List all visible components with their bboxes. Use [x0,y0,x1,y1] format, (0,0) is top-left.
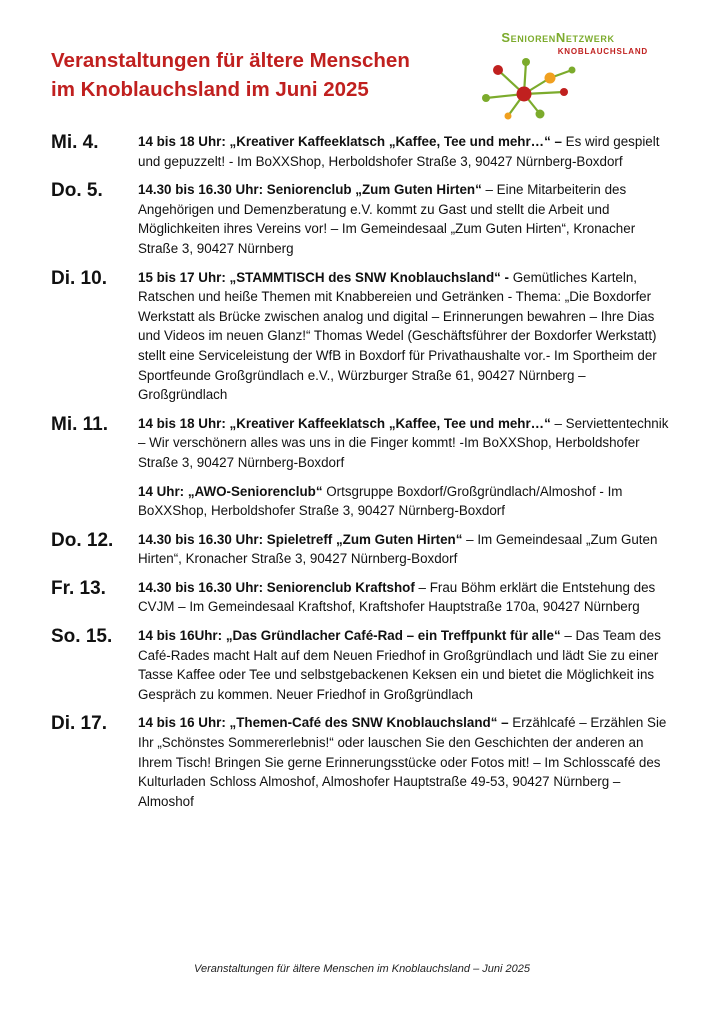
event-entry [138,482,671,521]
page-footer: Veranstaltungen für ältere Menschen im Knoblauchsland – Juni 2025 [194,963,530,975]
event-description: – Das Team des Café-Rades macht Halt auf dem Neuen Friedhof in Großgründlach und lädt Sie zu einer Tasse Kaffee oder Tee und selbstgebackenen Keksen ein und bietet die Möglichkeit ins Gespräch zu kommen. Neuer Friedhof in Großgründlach [138,628,661,702]
page-title-line-2: im Knoblauchsland im Juni 2025 [51,78,369,101]
event-row [51,180,671,258]
event-details [138,268,671,405]
event-date: Do. 5. [51,180,103,202]
event-date: Do. 12. [51,529,114,551]
event-list [51,132,671,820]
network-molecule-logo-icon [468,52,608,130]
event-entry [138,578,671,617]
event-row [51,713,671,811]
event-description: Gemütliches Karteln, Ratschen und heiße Themen mit Knabbereien und Getränken - Thema: „Die Boxdorfer Werkstatt als Brücke zwischen analog und digital – Erinnerungen bewahren – Ihre Dias und Videos im neuen Glanz!“ Thomas Wedel (Geschäftsführer der Boxdorfer Werkstatt) stellt eine Serviceleistung der WfB in Boxdorf für Privathaushalte vor.- Im Sportheim der Sportfeunde Großgründlach e.V., Würzburger Straße 61, 90427 Nürnberg – Großgründlach [138,269,657,403]
event-entry [138,626,671,704]
event-details [138,713,671,811]
event-description: Ortsgruppe Boxdorf/Großgründlach/Almoshof - Im BoXXShop, Herboldshofer Straße 3, 90427 Nürnberg-Boxdorf [138,483,623,519]
event-row [51,132,671,171]
event-time-title: 14.30 bis 16.30 Uhr: Seniorenclub „Zum Guten Hirten“ [138,182,482,198]
event-date: Mi. 11. [51,413,109,435]
event-description: – Serviettentechnik – Wir verschönern alles was uns in die Finger kommt! -Im BoXXShop, Herboldshofer Straße 3, 90427 Nürnberg-Boxdorf [138,415,669,470]
event-row [51,530,671,569]
event-time-title: 14 bis 16Uhr: „Das Gründlacher Café-Rad – ein Treffpunkt für alle“ [138,628,561,644]
page-title [51,46,410,104]
event-details [138,530,671,569]
event-entry [138,268,671,405]
event-time-title: 15 bis 17 Uhr: „STAMMTISCH des SNW Knoblauchsland“ - [138,269,510,285]
event-description: – Im Gemeindesaal „Zum Guten Hirten“, Kronacher Straße 3, 90427 Nürnberg-Boxdorf [138,531,658,567]
event-description: Erzählcafé – Erzählen Sie Ihr „Schönstes Sommererlebnis!“ oder lauschen Sie den Geschichten der anderen an Ihrem Tisch! Bringen Sie gerne Erinnerungsstücke oder Fotos mit! – Im Schlosscafé des Kulturladen Schloss Almoshof, Almoshofer Hauptstraße 49-53, 90427 Nürnberg – Almoshof [138,715,667,809]
event-time-title: 14.30 bis 16.30 Uhr: Seniorenclub Kraftshof [138,579,415,595]
event-row [51,268,671,405]
event-time-title: 14 bis 18 Uhr: „Kreativer Kaffeeklatsch „Kaffee, Tee und mehr…“ – [138,134,562,149]
logo-title: SeniorenNetzwerk [501,30,615,45]
event-entry [138,414,671,473]
event-time-title: 14 bis 18 Uhr: „Kreativer Kaffeeklatsch „Kaffee, Tee und mehr…“ [138,415,551,431]
event-entry [138,180,671,258]
event-description: – Frau Böhm erklärt die Entstehung des CVJM – Im Gemeindesaal Kraftshof, Kraftshofer Hauptstraße 170a, 90427 Nürnberg [138,579,656,615]
event-details [138,180,671,258]
logo [468,30,668,130]
event-entry [138,713,671,811]
logo-subtitle: KNOBLAUCHSLAND [557,47,648,56]
event-description: – Eine Mitarbeiterin des Angehörigen und Demenzberatung e.V. kommt zu Gast und stellt die Arbeit und Möglichkeiten ihres Vereins vor! – Im Gemeindesaal „Zum Guten Hirten“, Kronacher Straße 3, 90427 Nürnberg [138,182,636,256]
event-details [138,414,671,521]
event-date: Di. 17. [51,713,107,735]
event-date: Di. 10. [51,267,107,289]
event-entry [138,132,671,171]
event-row [51,578,671,617]
event-details [138,626,671,704]
event-row [51,626,671,704]
event-time-title: 14 Uhr: „AWO-Seniorenclub“ [138,483,323,499]
event-entry [138,530,671,569]
event-details [138,132,671,171]
event-details [138,578,671,617]
event-description: Es wird gespielt und gepuzzelt! - Im BoXXShop, Herboldshofer Straße 3, 90427 Nürnberg-Boxdorf [138,134,660,169]
page-title-line-1: Veranstaltungen für ältere Menschen [51,49,410,72]
event-date: So. 15. [51,626,113,648]
event-time-title: 14 bis 16 Uhr: „Themen-Café des SNW Knoblauchsland“ – [138,715,509,731]
event-date: Fr. 13. [51,577,106,599]
event-row [51,414,671,521]
event-date: Mi. 4. [51,132,99,153]
event-time-title: 14.30 bis 16.30 Uhr: Spieletreff „Zum Guten Hirten“ [138,531,463,547]
